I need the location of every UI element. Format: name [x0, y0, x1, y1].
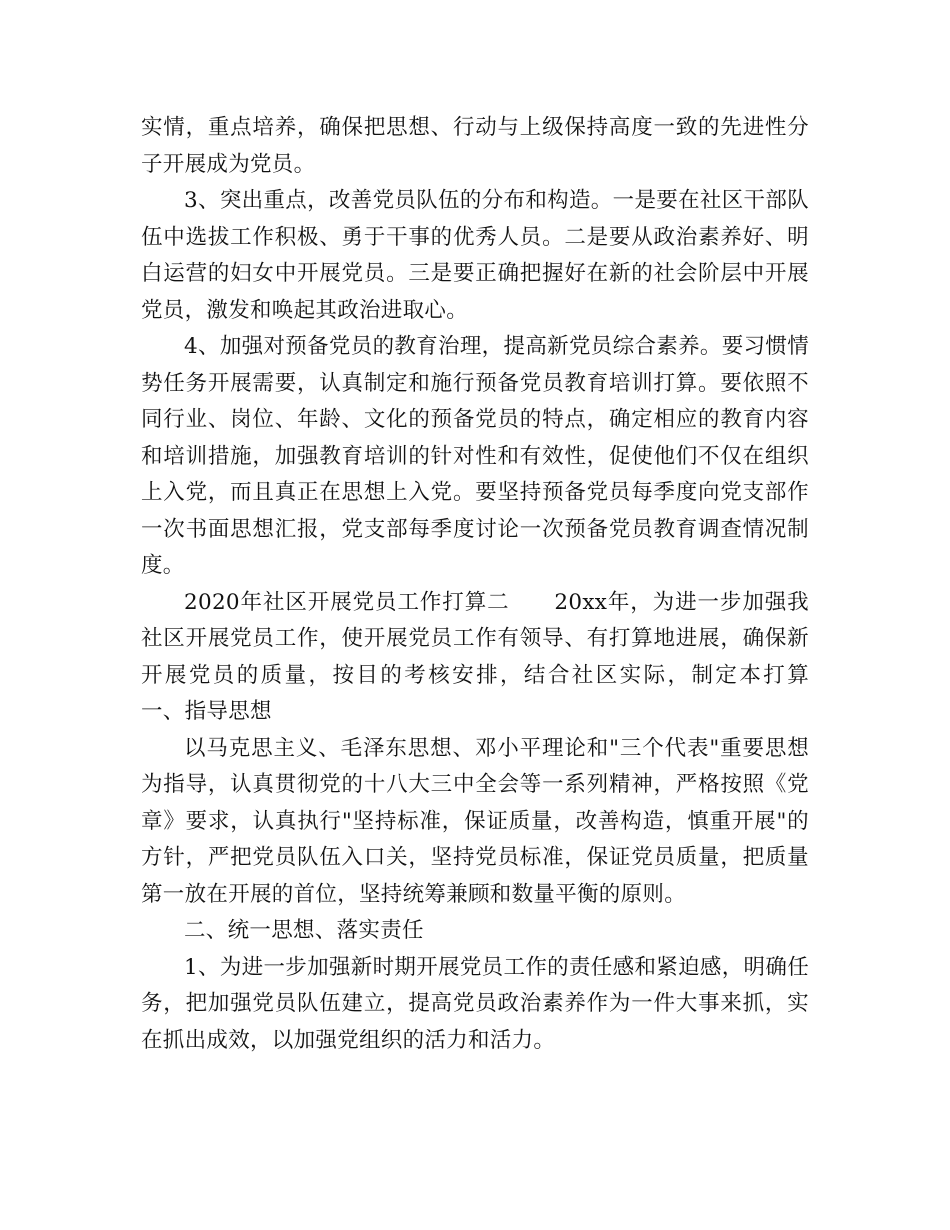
paragraph-guiding-ideology: 以马克思主义、毛泽东思想、邓小平理论和"三个代表"重要思想为指导，认真贯彻党的十八大三中全会等一系列精神，严格按照《党章》要求，认真执行"坚持标准，保证质量，改善构造，慎重开展"的方针，严把党员队伍入口关，坚持党员标准，保证党员质量，把质量第一放在开展的首位，坚持统筹兼顾和数量平衡的原则。 [141, 735, 809, 907]
paragraph-item-4: 4、加强对预备党员的教育治理，提高新党员综合素养。要习惯情势任务开展需要，认真制定和施行预备党员教育培训打算。要依照不同行业、岗位、年龄、文化的预备党员的特点，确定相应的教育内容和培训措施，加强教育培训的针对性和有效性，促使他们不仅在组织上入党，而且真正在思想上入党。要坚持预备党员每季度向党支部作一次书面思想汇报，党支部每季度讨论一次预备党员教育调查情况制度。 [141, 334, 809, 578]
paragraph-item-3: 3、突出重点，改善党员队伍的分布和构造。一是要在社区干部队伍中选拔工作积极、勇于干事的优秀人员。二是要从政治素养好、明白运营的妇女中开展党员。三是要正确把握好在新的社会阶层中开展党员，激发和唤起其政治进取心。 [141, 188, 809, 323]
paragraph-item-1: 1、为进一步加强新时期开展党员工作的责任感和紧迫感，明确任务，把加强党员队伍建立，提高党员政治素养作为一件大事来抓，实在抓出成效，以加强党组织的活力和活力。 [141, 954, 809, 1053]
paragraph-continuation: 实情，重点培养，确保把思想、行动与上级保持高度一致的先进性分子开展成为党员。 [141, 115, 809, 177]
paragraph-plan-two-intro: 2020年社区开展党员工作打算二 20xx年，为进一步加强我社区开展党员工作，使开展党员工作有领导、有打算地进展，确保新开展党员的质量，按目的考核安排，结合社区实际，制定本打算 一、指导思想 [141, 589, 853, 724]
document-body [141, 110, 853, 1059]
section-heading-two: 二、统一思想、落实责任 [184, 918, 424, 943]
